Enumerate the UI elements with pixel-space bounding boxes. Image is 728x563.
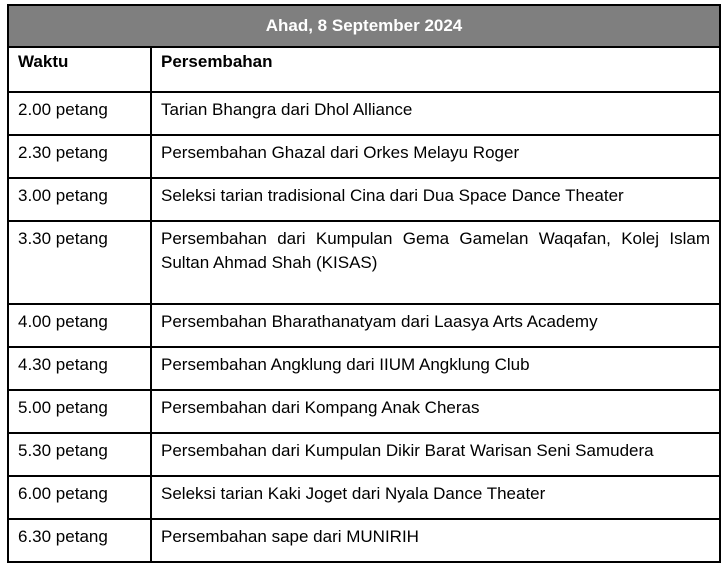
performance-cell	[151, 433, 720, 476]
performance-cell	[151, 390, 720, 433]
performance-text: Persembahan dari Kompang Anak Cheras	[161, 398, 480, 417]
header-performance: Persembahan	[151, 47, 720, 92]
table-row	[8, 433, 720, 476]
time-cell: 5.00 petang	[8, 390, 151, 433]
performance-text: Persembahan Ghazal dari Orkes Melayu Roger	[161, 143, 520, 162]
performance-text: Seleksi tarian Kaki Joget dari Nyala Dance Theater	[161, 484, 546, 503]
time-cell: 4.00 petang	[8, 304, 151, 347]
time-cell: 3.00 petang	[8, 178, 151, 221]
time-cell: 2.30 petang	[8, 135, 151, 178]
table-row	[8, 390, 720, 433]
table-row	[8, 519, 720, 562]
table-row	[8, 476, 720, 519]
table-row	[8, 178, 720, 221]
performance-text: Persembahan Bharathanatyam dari Laasya Arts Academy	[161, 312, 598, 331]
table-row	[8, 304, 720, 347]
performance-cell	[151, 476, 720, 519]
performance-cell	[151, 519, 720, 562]
time-cell: 4.30 petang	[8, 347, 151, 390]
table-row	[8, 221, 720, 304]
table-row	[8, 92, 720, 135]
time-cell: 6.00 petang	[8, 476, 151, 519]
time-cell: 6.30 petang	[8, 519, 151, 562]
time-cell: 2.00 petang	[8, 92, 151, 135]
performance-cell	[151, 92, 720, 135]
performance-text: Persembahan dari Kumpulan Dikir Barat Warisan Seni Samudera	[161, 441, 654, 460]
performance-cell	[151, 347, 720, 390]
performance-text: Persembahan Angklung dari IIUM Angklung Club	[161, 355, 530, 374]
performance-cell	[151, 221, 720, 304]
performance-text: Persembahan dari Kumpulan Gema Gamelan Waqafan, Kolej Islam Sultan Ahmad Shah (KISAS)	[161, 229, 710, 272]
performance-text: Persembahan sape dari MUNIRIH	[161, 527, 419, 546]
table-row	[8, 347, 720, 390]
header-time: Waktu	[8, 47, 151, 92]
performance-cell	[151, 304, 720, 347]
table-row	[8, 135, 720, 178]
title-row	[8, 5, 720, 47]
schedule-title: Ahad, 8 September 2024	[8, 5, 720, 47]
schedule-table	[7, 4, 721, 563]
time-cell: 5.30 petang	[8, 433, 151, 476]
time-cell: 3.30 petang	[8, 221, 151, 304]
performance-text: Seleksi tarian tradisional Cina dari Dua Space Dance Theater	[161, 186, 624, 205]
performance-text: Tarian Bhangra dari Dhol Alliance	[161, 100, 413, 119]
performance-cell	[151, 135, 720, 178]
header-row	[8, 47, 720, 92]
performance-cell	[151, 178, 720, 221]
